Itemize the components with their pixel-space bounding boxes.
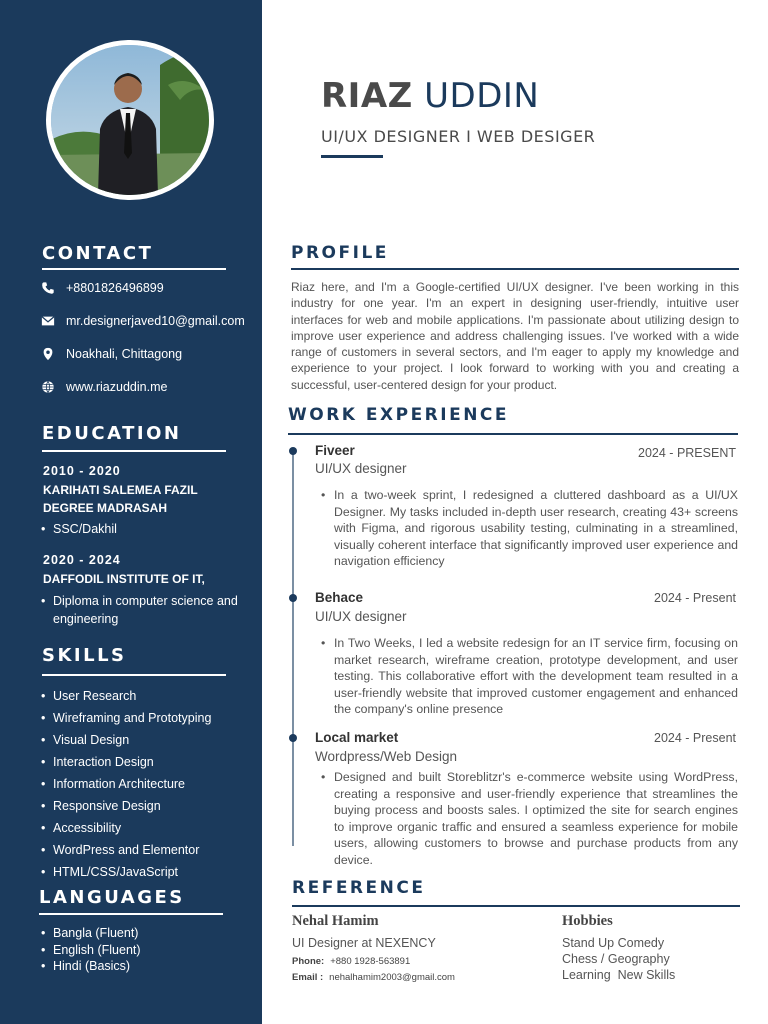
reference-email-label: Email : xyxy=(292,972,324,983)
education-divider xyxy=(42,450,226,452)
reference-email xyxy=(292,972,455,983)
contact-divider xyxy=(42,268,226,270)
name-heading xyxy=(321,76,539,116)
profile-heading: PROFILE xyxy=(291,243,389,263)
contact-heading: CONTACT xyxy=(42,243,154,264)
timeline-dot xyxy=(289,734,297,742)
job-title: UI/UX DESIGNER I WEB DESIGER xyxy=(321,127,596,146)
skills-heading: SKILLS xyxy=(42,645,127,666)
contact-location xyxy=(40,345,182,363)
job-role: Wordpress/Web Design xyxy=(315,749,458,764)
job-date: 2024 - Present xyxy=(654,731,736,745)
job-date: 2024 - PRESENT xyxy=(638,446,736,460)
education-heading: EDUCATION xyxy=(42,423,182,444)
reference-email-value: nehalhamim2003@gmail.com xyxy=(329,972,455,983)
email-text: mr.designerjaved10@gmail.com xyxy=(66,314,245,328)
experience-heading: WORK EXPERIENCE xyxy=(288,405,510,425)
hobbies-heading: Hobbies xyxy=(562,913,613,929)
job-role: UI/UX designer xyxy=(315,461,407,476)
skill-item: • Information Architecture xyxy=(53,774,211,796)
education-detail: • Diploma in computer science and engineering xyxy=(53,592,243,628)
experience-divider xyxy=(288,433,738,435)
reference-phone-value: +880 1928-563891 xyxy=(330,956,411,967)
skill-item: • Wireframing and Prototyping xyxy=(53,708,211,730)
language-item: • Bangla (Fluent) xyxy=(53,925,141,942)
website-text: www.riazuddin.me xyxy=(66,380,168,394)
reference-role: UI Designer at NEXENCY xyxy=(292,936,436,950)
language-item: • Hindi (Basics) xyxy=(53,958,141,975)
education-detail: • SSC/Dakhil xyxy=(53,520,243,538)
timeline-dot xyxy=(289,594,297,602)
first-name: RIAZ xyxy=(321,76,413,116)
skill-item: • Visual Design xyxy=(53,730,211,752)
languages-list xyxy=(53,925,141,975)
reference-divider xyxy=(292,905,740,907)
experience-timeline xyxy=(292,450,294,846)
contact-email[interactable] xyxy=(40,312,245,330)
job-company: Behace xyxy=(315,590,364,605)
phone-icon xyxy=(40,280,56,296)
sidebar xyxy=(0,0,262,1024)
skill-item: • User Research xyxy=(53,686,211,708)
languages-heading: LANGUAGES xyxy=(39,887,185,908)
reference-phone xyxy=(292,956,410,967)
phone-text: +8801826496899 xyxy=(66,281,164,295)
languages-divider xyxy=(39,913,223,915)
globe-icon xyxy=(40,379,56,395)
language-item: • English (Fluent) xyxy=(53,942,141,959)
skills-divider xyxy=(42,674,226,676)
skill-item: • Accessibility xyxy=(53,818,211,840)
reference-heading: REFERENCE xyxy=(292,878,426,898)
skills-list xyxy=(53,686,211,884)
reference-phone-label: Phone: xyxy=(292,956,325,967)
reference-name: Nehal Hamim xyxy=(292,913,379,929)
job-company: Local market xyxy=(315,730,399,745)
location-text: Noakhali, Chittagong xyxy=(66,347,183,361)
hobby-item: Stand Up Comedy xyxy=(562,936,665,950)
education-years: 2010 - 2020 xyxy=(43,464,121,478)
skill-item: • Interaction Design xyxy=(53,752,211,774)
mail-icon xyxy=(40,313,56,329)
contact-phone[interactable] xyxy=(40,279,164,297)
skill-item: • WordPress and Elementor xyxy=(53,840,211,862)
job-description: • In a two-week sprint, I redesigned a cluttered dashboard as a UI/UX Designer. My tasks included in-depth user research, creating 43+ screens with Figma, and rigorous usability testing, culminating in a streamlined, visually coherent interface that significantly improved user experience and navigation efficiency xyxy=(334,487,738,570)
job-date: 2024 - Present xyxy=(654,591,736,605)
job-description: • In Two Weeks, I led a website redesign for an IT service firm, focusing on market research, wireframe creation, prototype development, and user testing. This collaborative effort with the development team resulted in a user-friendly website that improved customer engagement and enhanced the company's online presence xyxy=(334,635,738,718)
profile-text: Riaz here, and I'm a Google-certified UI/UX designer. I've been working in this industry for one year. I'm an expert in designing user-friendly, intuitive user interfaces for web and mobile applications. I'm passionate about utilizing design to improve user experience and address challenging issues. I've worked with a wide range of customers in several sectors, and I'm eager to apply my knowledge and experience to your project. I look forward to working with you and creating a successful, user-centered design for your product. xyxy=(291,280,739,392)
hobby-item: Chess / Geography xyxy=(562,952,670,966)
last-name: UDDIN xyxy=(424,76,540,116)
profile-photo xyxy=(46,40,214,200)
education-school: KARIHATI SALEMEA FAZIL DEGREE MADRASAH xyxy=(43,483,198,515)
profile-divider xyxy=(291,268,739,270)
location-pin-icon xyxy=(40,346,56,362)
timeline-dot xyxy=(289,447,297,455)
hobby-item: Learning New Skills xyxy=(562,968,676,982)
skill-item: • HTML/CSS/JavaScript xyxy=(53,862,211,884)
job-company: Fiveer xyxy=(315,443,355,458)
job-role: UI/UX designer xyxy=(315,609,407,624)
contact-website[interactable] xyxy=(40,378,167,396)
skill-item: • Responsive Design xyxy=(53,796,211,818)
job-description: • Designed and built Storeblitzr's e-commerce website using WordPress, creating a responsive and user-friendly experience that streamlines the buying process and boosts sales. I optimized the site for search engines to improve organic traffic and ensured a seamless experience for mobile users, allowing customers to browse and purchase products from any device. xyxy=(334,769,738,868)
title-underline xyxy=(321,155,383,158)
education-years: 2020 - 2024 xyxy=(43,553,121,567)
education-school: DAFFODIL INSTITUTE OF IT, xyxy=(43,572,205,586)
